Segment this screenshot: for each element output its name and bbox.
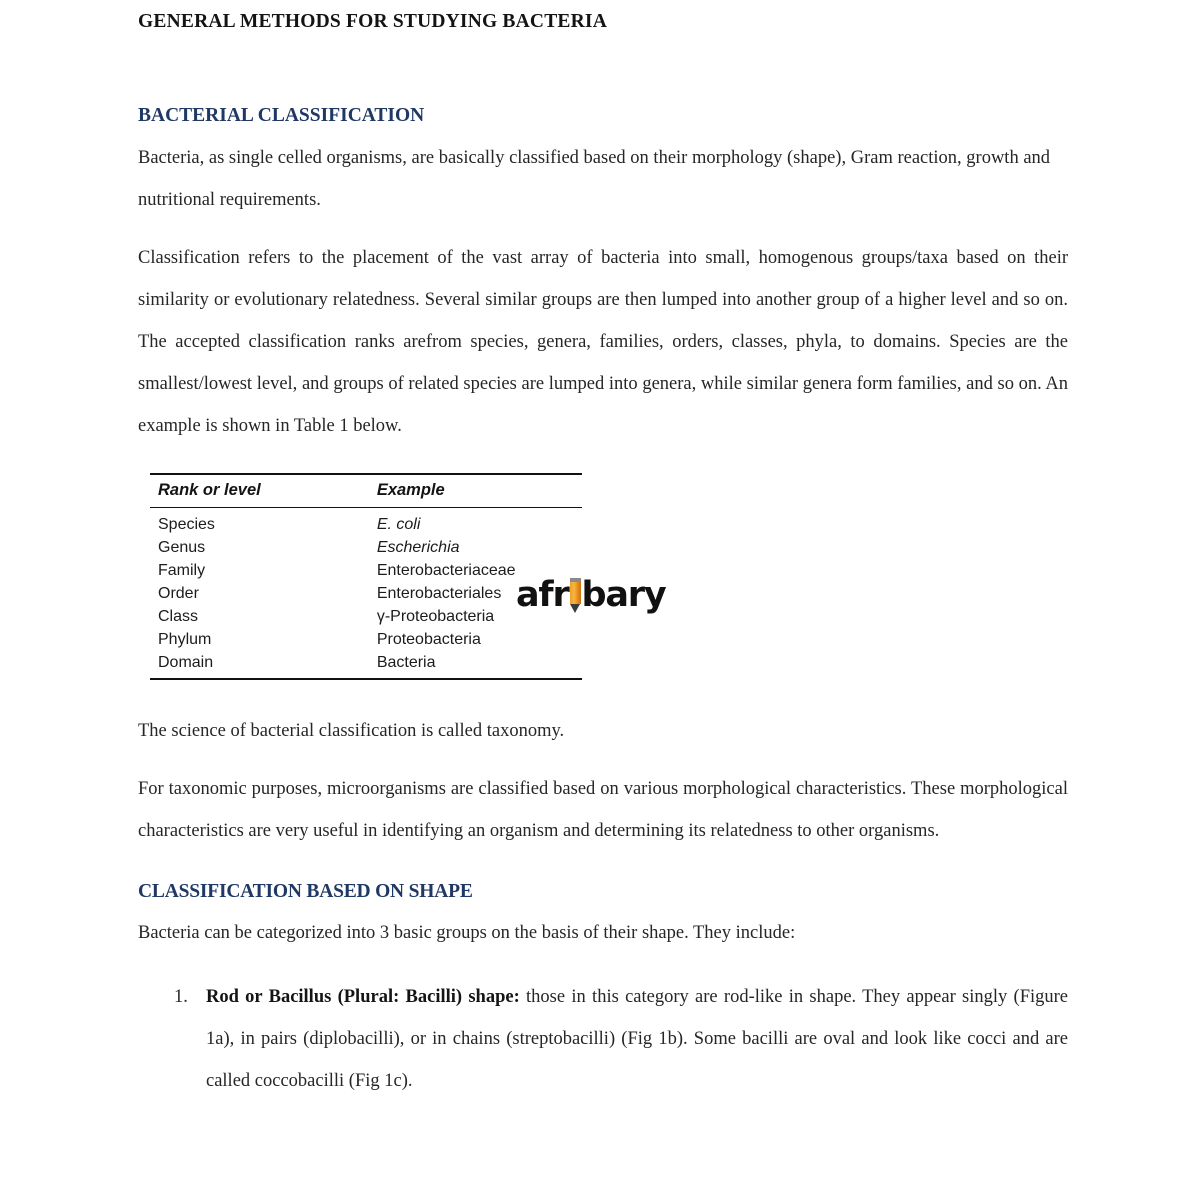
spacer [138,221,1068,237]
paragraph-classification-explanation: Classification refers to the placement of the vast array of bacteria into small, homogenous groups/taxa based on their similarity or evolutionary relatedness. Several similar groups are then lumped into another group of a higher level and so on. The accepted classification ranks arefrom species, genera, families, orders, classes, phyla, to domains. Species are the smallest/lowest level, and groups of related species are lumped into genera, while similar genera form families, and so on. An example is shown in Table 1 below. [138,247,1068,436]
cell-rank: Order [158,584,199,602]
paragraph-shape-intro: Bacteria can be categorized into 3 basic groups on the basis of their shape. They include: [138,923,796,944]
page-title: GENERAL METHODS FOR STUDYING BACTERIA [138,11,607,32]
pencil-tip [570,604,580,613]
cell-rank: Domain [150,651,369,679]
rank-table-head [150,474,582,508]
table-row [150,651,582,679]
paragraph-taxonomic-purposes: For taxonomic purposes, microorganisms are classified based on various morphological characteristics. These morphological characteristics are very useful in identifying an organism and determining its relatedness to other organisms. [138,778,1068,841]
document-content [138,0,1068,1102]
column-header-rank: Rank or level [150,474,369,508]
cell-rank: Family [158,561,206,579]
shape-groups-list [138,976,1068,1102]
list-item [138,976,1068,1102]
paragraph-taxonomy: The science of bacterial classification is called taxonomy. [138,720,565,741]
pencil-eraser [570,578,581,582]
spacer [138,904,1068,912]
cell-example: Enterobacteriales [376,584,502,602]
list-item-term: Rod or Bacillus (Plural: Bacilli) shape: [206,987,520,1008]
cell-example: Bacteria [369,651,582,679]
cell-example: Enterobacteriaceae [376,561,516,579]
cell-rank: Phylum [158,630,212,648]
cell-rank: Class [158,607,199,625]
spacer [138,680,1068,710]
cell-rank: Genus [158,538,206,556]
list-item-number: 1. [174,987,188,1008]
cell-example: Escherichia [376,538,460,556]
section-heading-classification-based-on-shape: CLASSIFICATION BASED ON SHAPE [138,880,473,902]
afribary-watermark [516,575,666,615]
column-header-example: Example [369,474,582,508]
paragraph-bacteria-definition: Bacteria, as single celled organisms, are basically classified based on their morphology (shape), Gram reaction, growth and nutritional requirements. [138,147,1051,210]
watermark-text-after: bary [581,575,666,615]
table-row [150,507,582,536]
table-row [150,628,582,651]
section-heading-bacterial-classification: BACTERIAL CLASSIFICATION [138,105,425,127]
spacer [138,954,1068,976]
cell-example: E. coli [376,515,421,533]
spacer [138,752,1068,768]
watermark-text-before: afr [516,575,569,615]
list-item-description: those in this category are rod-like in shape. They appear singly (Figure 1a), in pairs (diplobacilli), or in chains (streptobacilli) (Fig 1b). Some bacilli are oval and look like cocci and are called coccobacilli (Fig 1c). [206,987,1068,1092]
table-header-row [150,474,582,508]
cell-example: γ-Proteobacteria [376,607,495,625]
cell-rank: Species [158,515,215,533]
spacer [138,129,1068,137]
pencil-icon [570,578,581,613]
cell-example: Proteobacteria [376,630,481,648]
table-row [150,536,582,559]
